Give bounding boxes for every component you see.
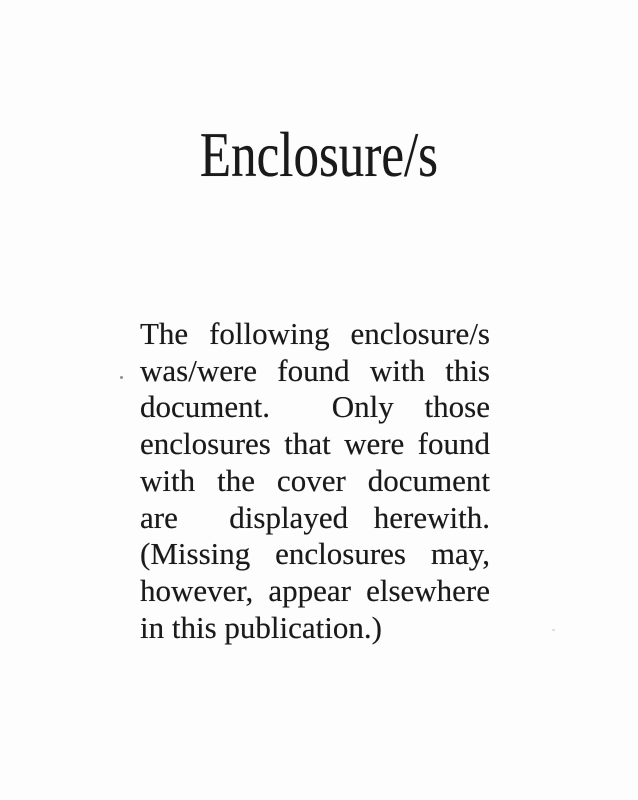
scan-artifact-dot	[120, 376, 123, 379]
paragraph-line: The following enclosure/s	[140, 316, 490, 351]
paragraph-line: was/were found with this	[140, 352, 490, 388]
paragraph-line: (Missing enclosures may,	[140, 536, 490, 572]
paragraph-line: in this publication.)	[140, 609, 382, 645]
paragraph-line: with the cover document	[140, 462, 490, 498]
paragraph-line: however, appear elsewhere	[140, 572, 490, 608]
paragraph-line: are displayed herewith.	[140, 499, 490, 535]
page-title	[0, 120, 638, 190]
paragraph-line: enclosures that were found	[140, 426, 490, 462]
scan-artifact-speck	[552, 629, 555, 631]
page-title-text: Enclosure/s	[199, 120, 439, 190]
paragraph-line: document. Only those	[140, 389, 490, 425]
body-paragraph	[140, 316, 490, 646]
